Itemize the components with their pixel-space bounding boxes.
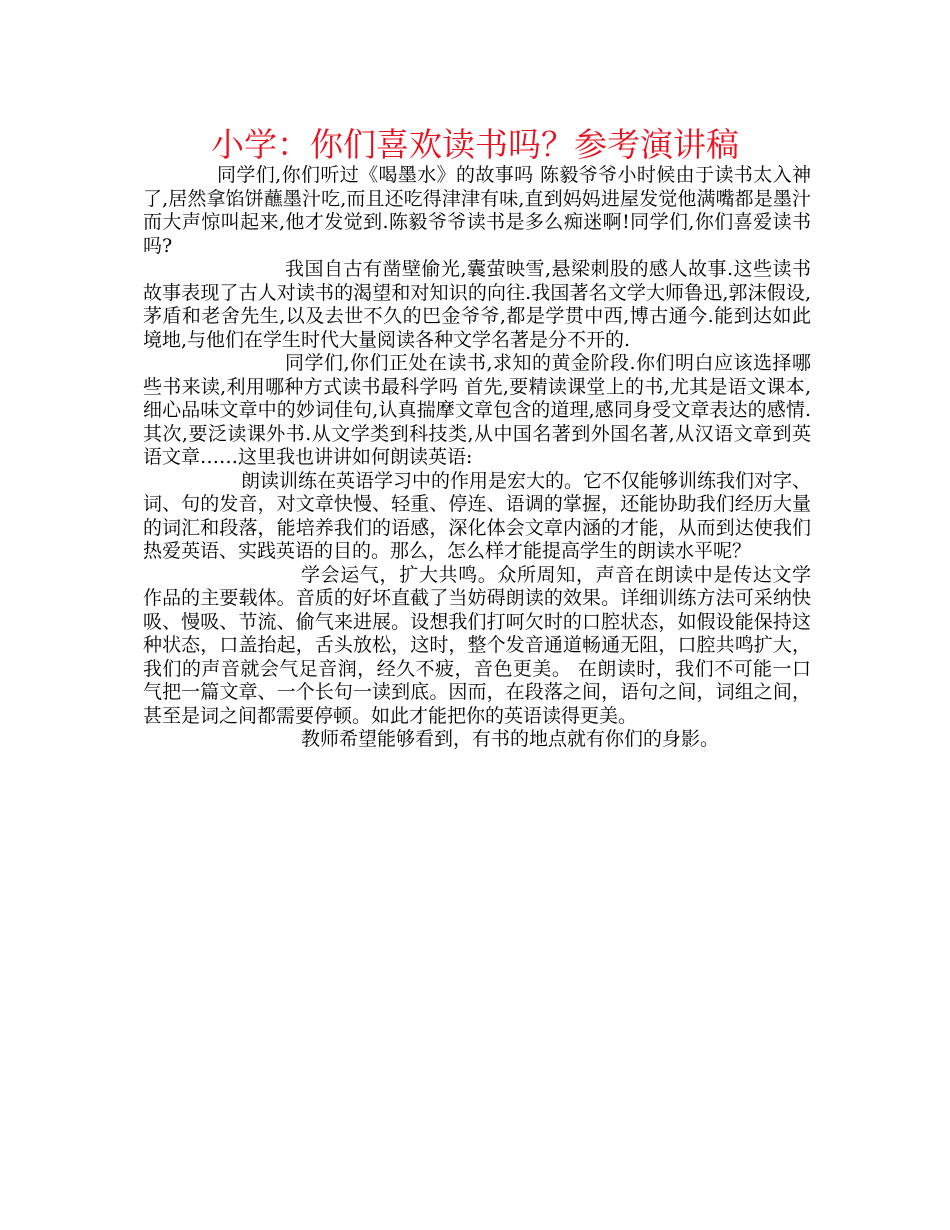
paragraph-ancient-stories: 我国自古有凿壁偷光,囊萤映雪,悬梁刺股的感人故事.这些读书故事表现了古人对读书的渴望和对知识的向往.我国著名文学大师鲁迅,郭沫假设,茅盾和老舍先生,以及去世不久的巴金爷爷,都是学贯中西,博古通今.能到达如此境地,与他们在学生时代大量阅读各种文学名著是分不开的. (143, 258, 811, 351)
document-title: 小学：你们喜欢读书吗？参考演讲稿 (211, 125, 739, 164)
paragraph-intro: 同学们,你们听过《喝墨水》的故事吗 陈毅爷爷小时候由于读书太入神了,居然拿馅饼蘸墨汁吃,而且还吃得津津有味,直到妈妈进屋发觉他满嘴都是墨汁而大声惊叫起来,他才发觉到.陈毅爷爷读书是多么痴迷啊!同学们,你们喜爱读书吗? (143, 164, 811, 257)
document-body (143, 164, 811, 752)
paragraph-breathing: 学会运气，扩大共鸣。众所周知，声音在朗读中是传达文学作品的主要载体。音质的好坏直截了当妨碍朗读的效果。详细训练方法可采纳快吸、慢吸、节流、偷气来进展。设想我们打呵欠时的口腔状态，如假设能保持这种状态，口盖抬起，舌头放松，这时，整个发音通道畅通无阻，口腔共鸣扩大，我们的声音就会气足音润，经久不疲，音色更美。 在朗读时，我们不可能一口气把一篇文章、一个长句一读到底。因而，在段落之间，语句之间，词组之间，甚至是词之间都需要停顿。如此才能把你的英语读得更美。 (143, 563, 811, 727)
paragraph-english-reading: 朗读训练在英语学习中的作用是宏大的。它不仅能够训练我们对字、词、句的发音，对文章快慢、轻重、停连、语调的掌握，还能协助我们经历大量的词汇和段落，能培养我们的语感，深化体会文章内涵的才能，从而到达使我们热爱英语、实践英语的目的。那么，怎么样才能提高学生的朗读水平呢？ (143, 469, 812, 562)
paragraph-reading-methods: 同学们,你们正处在读书,求知的黄金阶段.你们明白应该选择哪些书来读,利用哪种方式读书最科学吗 首先,要精读课堂上的书,尤其是语文课本,细心品味文章中的妙词佳句,认真揣摩文章包含的道理,感同身受文章表达的感情.其次,要泛读课外书.从文学类到科技类,从中国名著到外国名著,从汉语文章到英语文章……这里我也讲讲如何朗读英语: (143, 352, 811, 468)
paragraph-closing: 教师希望能够看到，有书的地点就有你们的身影。 (301, 728, 720, 750)
